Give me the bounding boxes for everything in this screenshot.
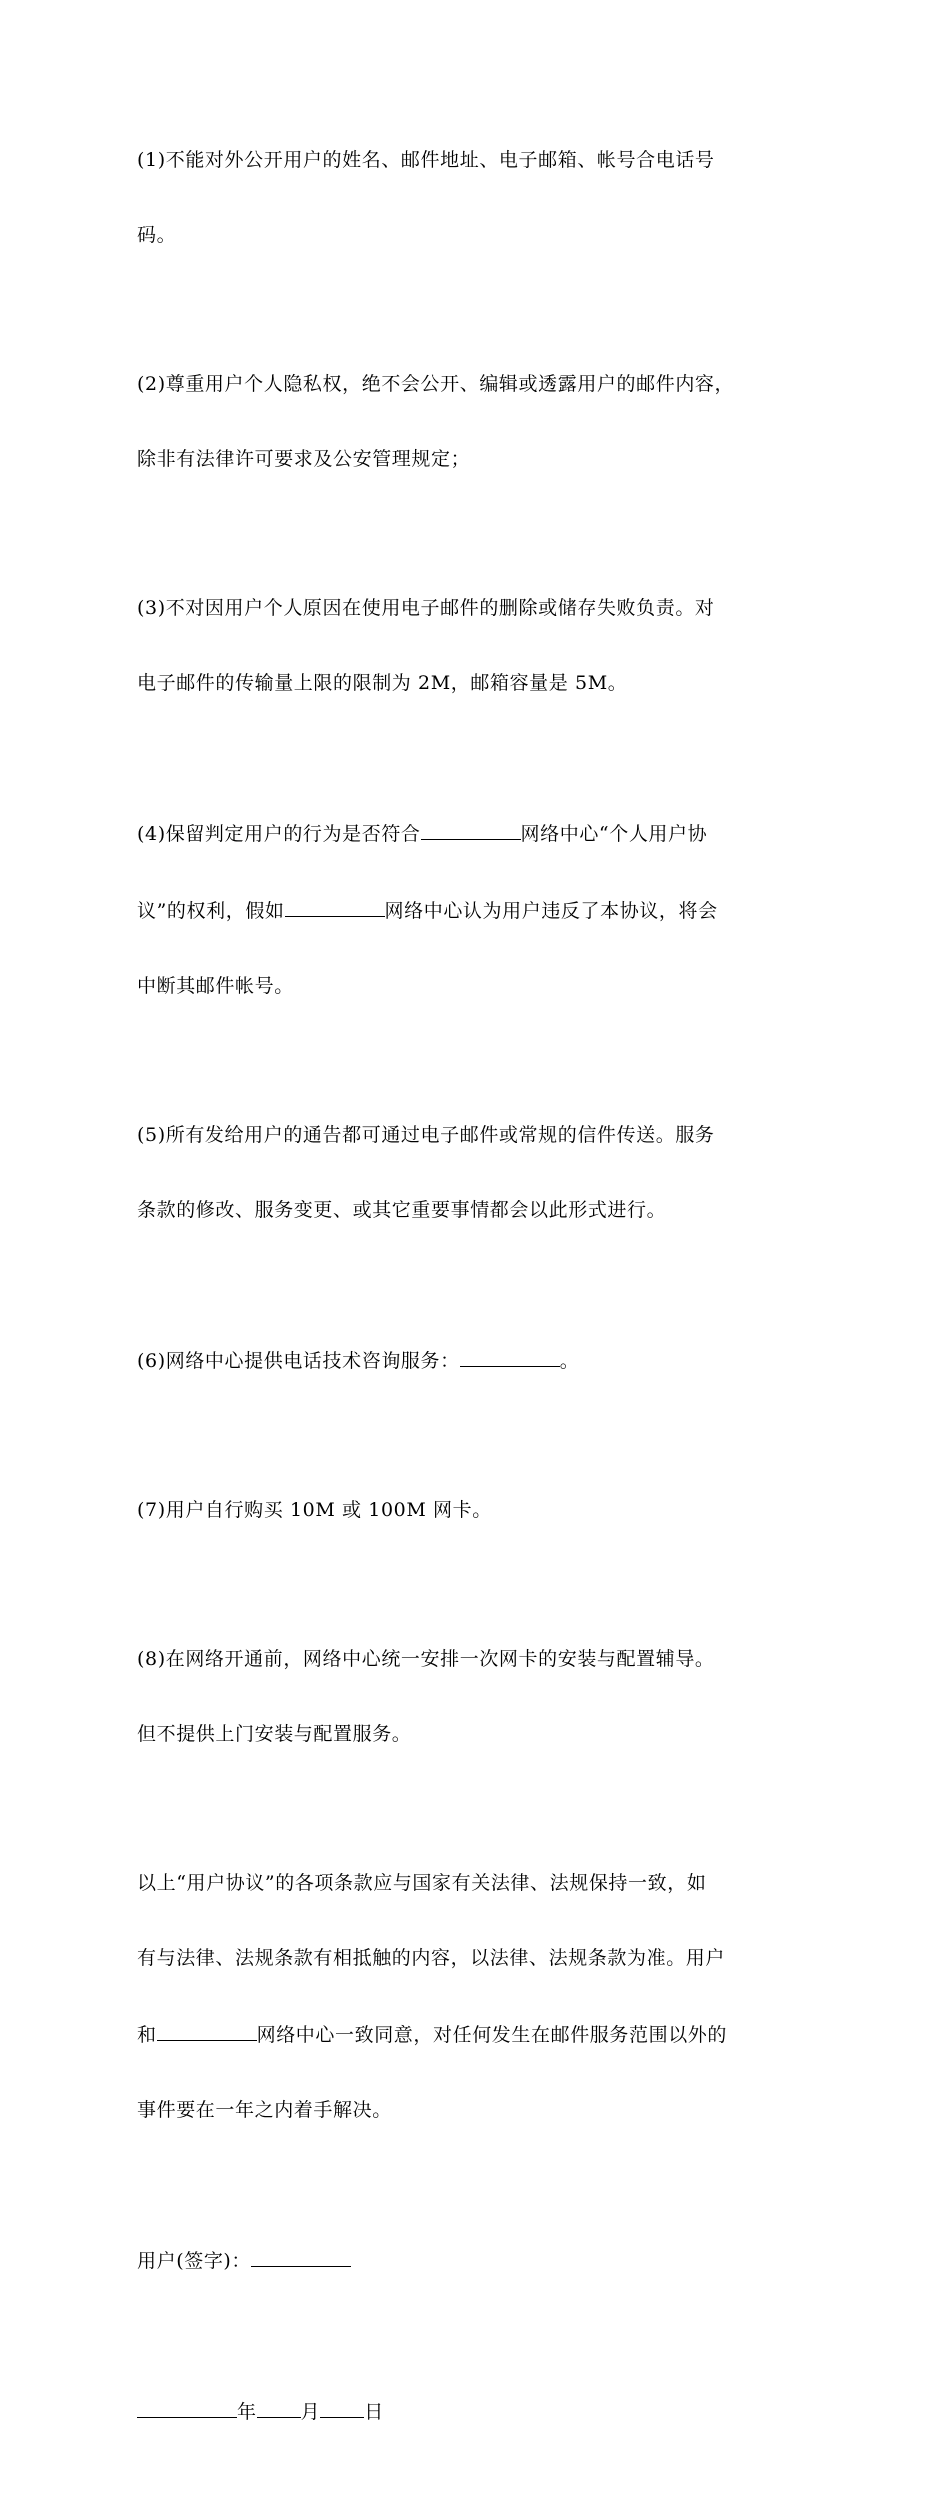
closing-line-2: 有与法律、法规条款有相抵触的内容，以法律、法规条款为准。用户: [137, 1947, 726, 1969]
clause-4-text-c: 议”的权利，假如: [137, 900, 285, 922]
clause-6: [137, 1297, 817, 1424]
date-line: [137, 2398, 817, 2425]
clause-6-text-a: (6)网络中心提供电话技术咨询服务：: [137, 1350, 460, 1372]
closing-text-b: 网络中心一致同意，对任何发生在邮件服务范围以外的: [256, 2024, 728, 2046]
year-label: 年: [237, 2401, 257, 2423]
day-blank[interactable]: [320, 2398, 364, 2418]
clause-5: [137, 1073, 817, 1273]
clause-5-line-2: 条款的修改、服务变更、或其它重要事情都会以此形式进行。: [137, 1199, 667, 1221]
clause-7-line-1: (7)用户自行购买 10M 或 100M 网卡。: [137, 1499, 492, 1521]
clause-2-line-1: (2)尊重用户个人隐私权，绝不会公开、编辑或透露用户的邮件内容，: [137, 373, 735, 395]
phone-number-blank[interactable]: [460, 1347, 560, 1367]
clause-4-line-3: 中断其邮件帐号。: [137, 975, 294, 997]
signature-label: 用户(签字)：: [137, 2250, 252, 2272]
clause-2: [137, 322, 817, 522]
closing-text-a: 和: [137, 2024, 157, 2046]
clause-3-line-1: (3)不对因用户个人原因在使用电子邮件的删除或储存失败负责。对: [137, 597, 715, 619]
signature-blank[interactable]: [251, 2247, 351, 2267]
clause-3-line-2: 电子邮件的传输量上限的限制为 2M，邮箱容量是 5M。: [137, 672, 628, 694]
clause-4-text-d: 网络中心认为用户违反了本协议，将会: [384, 900, 718, 922]
signature-row: [137, 2197, 817, 2324]
clause-4-line-2: [137, 897, 817, 924]
closing-line-1: 以上“用户协议”的各项条款应与国家有关法律、法规保持一致，如: [137, 1872, 707, 1894]
closing-line-4: 事件要在一年之内着手解决。: [137, 2099, 392, 2121]
clause-8: [137, 1597, 817, 1797]
month-label: 月: [300, 2401, 321, 2423]
clause-6-text-b: 。: [559, 1350, 580, 1372]
clause-1: [137, 98, 817, 298]
clause-5-line-1: (5)所有发给用户的通告都可通过电子邮件或常规的信件传送。服务: [137, 1124, 715, 1146]
clause-1-line-1: (1)不能对外公开用户的姓名、邮件地址、电子邮箱、帐号合电话号: [137, 149, 715, 171]
date-row: [137, 2348, 817, 2475]
signature-line: [137, 2247, 817, 2274]
clause-4-text-a: (4)保留判定用户的行为是否符合: [137, 823, 421, 845]
network-center-blank[interactable]: [157, 2021, 257, 2041]
clause-8-line-1: (8)在网络开通前，网络中心统一安排一次网卡的安装与配置辅导。: [137, 1648, 715, 1670]
clause-4-line-1: [137, 820, 817, 847]
clause-1-line-2: 码。: [137, 224, 177, 246]
month-blank[interactable]: [257, 2398, 301, 2418]
day-label: 日: [364, 2401, 384, 2423]
clause-4-text-b: 网络中心“个人用户协: [520, 823, 708, 845]
clause-7: [137, 1448, 817, 1573]
closing-line-3: [137, 2021, 817, 2048]
closing-paragraph: [137, 1821, 817, 2173]
clause-8-line-2: 但不提供上门安装与配置服务。: [137, 1723, 412, 1745]
clause-6-line-1: [137, 1347, 817, 1374]
clause-3: [137, 546, 817, 746]
network-center-blank[interactable]: [285, 897, 385, 917]
clause-4: [137, 770, 817, 1049]
network-center-blank[interactable]: [421, 820, 521, 840]
clause-2-line-2: 除非有法律许可要求及公安管理规定；: [137, 448, 471, 470]
document-body: [137, 98, 817, 2499]
year-blank[interactable]: [137, 2398, 237, 2418]
